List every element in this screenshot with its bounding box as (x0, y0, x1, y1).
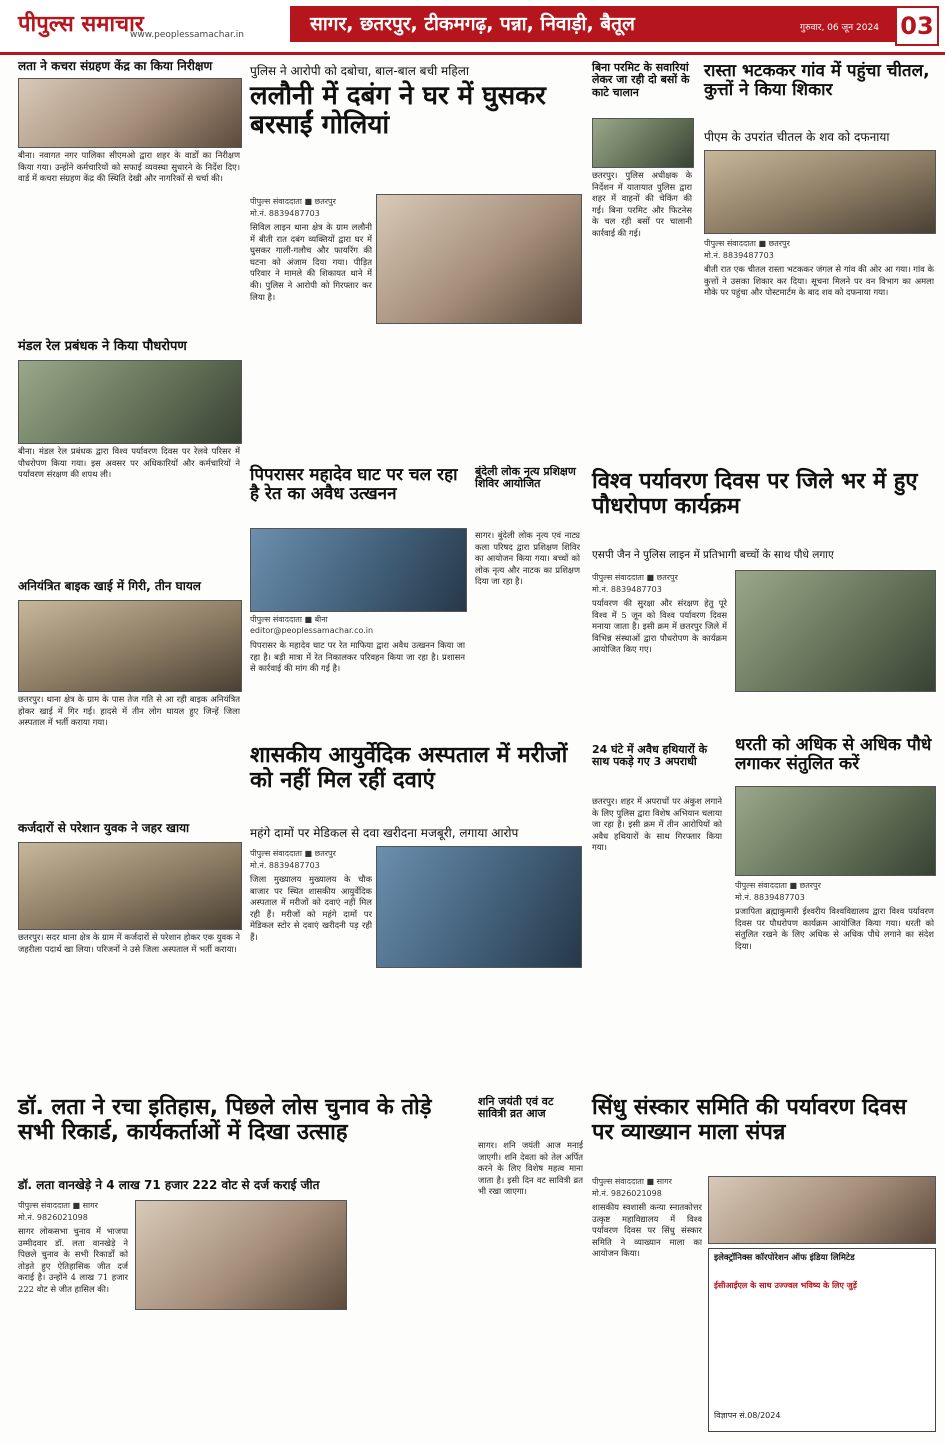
newspaper-logo: पीपुल्स समाचार (18, 11, 144, 37)
cheetal-headline: रास्ता भटककर गांव में पहुंचा चीतल, कुत्तों ने किया शिकार (704, 61, 930, 101)
vishva-photo (735, 570, 936, 692)
pipras-email[interactable]: editor@peoplessamachar.co.in (250, 626, 374, 635)
ayurved-body: जिला मुख्यालय मुख्यालय के चौक बाजार पर स्थित शासकीय आयुर्वेदिक अस्पताल में मरीजों को दवाएं नहीं मिल रही हैं। मरीजों को महंगे दामों पर मेडिकल स्टोर से दवाएं खरीदनी पड़ रही हैं। (250, 874, 372, 942)
dharti-body: प्रजापिता ब्रह्माकुमारी ईश्वरीय विश्वविद्यालय द्वारा विश्व पर्यावरण दिवस पर पौधरोपण कार्यक्रम आयोजित किया गया। धरती को संतुलित रखने के लिए अधिक से अधिक पौधे लगाने का संदेश दिया। (735, 906, 934, 951)
permit-photo (592, 118, 694, 168)
ayurved-photo (376, 846, 582, 968)
sindhu-mobile: मो.नं. 9826021098 (592, 1189, 662, 1198)
website-url[interactable]: www.peoplessamachar.in (130, 30, 244, 40)
vishva-subhead: एसपी जैन ने पुलिस लाइन में प्रतिभागी बच्चों के साथ पौधे लगाए (592, 549, 834, 561)
ad-ref: विज्ञापन सं.08/2024 (714, 1411, 781, 1420)
ad-title: इलेक्ट्रॉनिक्स कॉरपोरेशन ऑफ इंडिया लिमिटेड (714, 1253, 855, 1263)
dharti-photo (735, 786, 936, 876)
dabang-body: सिविल लाइन थाना क्षेत्र के ग्राम ललौनी में बीती रात दबंग व्यक्तियों द्वारा घर में घुसकर गाली-गलौच और फायरिंग की घटना को अंजाम दिया गया। पीड़ित परिवार ने मामले की शिकायत थाने में की। पुलिस ने आरोपी को गिरफ्तार कर लिया है। (250, 222, 372, 302)
harya-headline: 24 घंटे में अवैध हथियारों के साथ पकड़े गए 3 अपराधी (592, 743, 708, 769)
cheetal-photo (704, 150, 936, 234)
bike-body: छतरपुर। थाना क्षेत्र के ग्राम के पास तेज गति से आ रही बाइक अनियंत्रित होकर खाई में गिर गई। हादसे में तीन लोग घायल हुए जिन्हें जिला अस्पताल में भर्ती कराया गया। (18, 694, 240, 728)
bike-headline: अनियंत्रित बाइक खाई में गिरी, तीन घायल (18, 579, 201, 593)
bike-photo (18, 600, 242, 692)
dabang-mobile: मो.नं. 8839487703 (250, 209, 320, 218)
dabang-headline: ललौनी में दबंग ने घर में घुसकर बरसाईं गोलियां (250, 81, 546, 141)
sindhu-headline: सिंधु संस्कार समिति की पर्यावरण दिवस पर व्याख्यान माला संपन्न (592, 1095, 907, 1145)
rail-body: बीना। मंडल रेल प्रबंधक द्वारा विश्व पर्यावरण दिवस पर रेलवे परिसर में पौधरोपण किया गया। इस अवसर पर अधिकारियों और कर्मचारियों ने पर्यावरण संरक्षण की शपथ ली। (18, 446, 240, 480)
vishva-byline: पीपुल्स संवाददाता ■ छतरपुर (592, 573, 678, 582)
lata-byline: पीपुल्स संवाददाता ■ सागर (18, 1201, 98, 1210)
kachra-photo (18, 78, 242, 148)
permit-headline: बिना परमिट के सवारियां लेकर जा रही दो बसों के काटे चालान (592, 61, 690, 99)
vishva-headline: विश्व पर्यावरण दिवस पर जिले भर में हुए पौधरोपण कार्यक्रम (592, 469, 918, 519)
dharti-byline: पीपुल्स संवाददाता ■ छतरपुर (735, 881, 821, 890)
vishva-mobile: मो.नं. 8839487703 (592, 585, 662, 594)
ayurved-headline: शासकीय आयुर्वेदिक अस्पताल में मरीजों को नहीं मिल रहीं दवाएं (250, 743, 568, 793)
shani-body: सागर। शनि जयंती आज मनाई जाएगी। शनि देवता को तेल अर्पित करने के लिए विशेष महत्व माना जाता है। इसी दिन वट सावित्री व्रत भी रखा जाएगा। (478, 1140, 583, 1197)
dabang-byline: पीपुल्स संवाददाता ■ छतरपुर (250, 197, 336, 206)
ayurved-subhead: महंगे दामों पर मेडिकल से दवा खरीदना मजबूरी, लगाया आरोप (250, 826, 519, 840)
sindhu-byline: पीपुल्स संवाददाता ■ सागर (592, 1177, 672, 1186)
rail-photo (18, 360, 242, 444)
lata-photo (135, 1200, 347, 1310)
pipras-byline: पीपुल्स संवाददाता ■ बीना (250, 615, 328, 624)
sindhu-photo (708, 1176, 936, 1244)
ecil-advertisement[interactable] (708, 1248, 936, 1432)
dharti-headline: धरती को अधिक से अधिक पौधे लगाकर संतुलित करें (735, 735, 932, 775)
edition-date: गुरुवार, 06 जून 2024 (800, 23, 879, 33)
kachra-body: बीना। नवागत नगर पालिका सीएमओ द्वारा शहर के वार्डों का निरीक्षण किया गया। उन्होंने कर्मचारियों को सफाई व्यवस्था सुधारने के निर्देश दिए। वार्ड में कचरा संग्रहण केंद्र की स्थिति देखी और नागरिकों से चर्चा की। (18, 150, 240, 184)
city-band: सागर, छतरपुर, टीकमगढ़, पन्ना, निवाड़ी, बैतूल (290, 6, 910, 42)
dabang-photo (376, 194, 582, 324)
lata-mobile: मो.नं. 9826021098 (18, 1213, 88, 1222)
sindhu-body: शासकीय स्वशासी कन्या स्नातकोत्तर उत्कृष्ट महाविद्यालय में विश्व पर्यावरण दिवस पर सिंधु संस्कार समिति ने व्याख्यान माला का आयोजन किया। (592, 1202, 702, 1259)
cheetal-body: बीती रात एक चीतल रास्ता भटककर जंगल से गांव की ओर आ गया। गांव के कुत्तों ने उसका शिकार कर दिया। सूचना मिलने पर वन विभाग का अमला मौके पर पहुंचा और पोस्टमार्टम के बाद शव को दफनाया गया। (704, 264, 934, 298)
ayurved-byline: पीपुल्स संवाददाता ■ छतरपुर (250, 849, 336, 858)
lata-subhead: डॉ. लता वानखेड़े ने 4 लाख 71 हजार 222 वोट से दर्ज कराई जीत (18, 1178, 320, 1192)
cheetal-byline: पीपुल्स संवाददाता ■ छतरपुर (704, 239, 790, 248)
karz-photo (18, 842, 242, 930)
permit-body: छतरपुर। पुलिस अधीक्षक के निर्देशन में यातायात पुलिस द्वारा शहर में वाहनों की चेकिंग की गई। बिना परमिट और फिटनेस के चल रही बसों पर चालानी कार्रवाई की गई। (592, 170, 692, 238)
vishva-body: पर्यावरण की सुरक्षा और संरक्षण हेतु पूरे विश्व में 5 जून को विश्व पर्यावरण दिवस मनाया जाता है। इसी क्रम में छतरपुर जिले में विभिन्न संस्थाओं द्वारा पौधरोपण के कार्यक्रम आयोजित किए गए। (592, 598, 727, 655)
bundeli-body: सागर। बुंदेली लोक नृत्य एवं नाट्य कला परिषद द्वारा प्रशिक्षण शिविर का आयोजन किया गया। बच्चों को लोक नृत्य और नाटक का प्रशिक्षण दिया जा रहा है। (475, 530, 580, 587)
cheetal-subhead: पीएम के उपरांत चीतल के शव को दफनाया (704, 130, 890, 144)
shani-headline: शनि जयंती एवं वट सावित्री व्रत आज (478, 1095, 554, 1121)
rail-headline: मंडल रेल प्रबंधक ने किया पौधरोपण (18, 339, 187, 354)
lata-body: सागर लोकसभा चुनाव में भाजपा उम्मीदवार डॉ. लता वानखेड़े ने पिछले चुनाव के सभी रिकार्डों को तोड़ते हुए ऐतिहासिक जीत दर्ज कराई है। उन्होंने 4 लाख 71 हजार 222 वोट से जीत हासिल की। (18, 1226, 128, 1294)
bundeli-headline: बुंदेली लोक नृत्य प्रशिक्षण शिविर आयोजित (475, 465, 576, 491)
kachra-headline: लता ने कचरा संग्रहण केंद्र का किया निरीक्षण (18, 59, 213, 73)
pipras-body: पिपरासर के महादेव घाट पर रेत माफिया द्वारा अवैध उत्खनन किया जा रहा है। बड़ी मात्रा में रेत निकालकर परिवहन किया जा रहा है। प्रशासन से कार्रवाई की मांग की गई है। (250, 640, 465, 674)
pipras-headline: पिपरासर महादेव घाट पर चल रहा है रेत का अवैध उत्खनन (250, 465, 458, 505)
dharti-mobile: मो.नं. 8839487703 (735, 893, 805, 902)
ad-line: ईसीआईएल के साथ उज्ज्वल भविष्य के लिए जुड़ें (714, 1281, 857, 1290)
cheetal-mobile: मो.नं. 8839487703 (704, 251, 774, 260)
pipras-photo (250, 528, 467, 612)
dabang-kicker: पुलिस ने आरोपी को दबोचा, बाल-बाल बची महिला (250, 64, 469, 78)
ayurved-mobile: मो.नं. 8839487703 (250, 861, 320, 870)
karz-body: छतरपुर। सदर थाना क्षेत्र के ग्राम में कर्जदारों से परेशान होकर एक युवक ने जहरीला पदार्थ खा लिया। परिजनों ने उसे जिला अस्पताल में भर्ती कराया। (18, 932, 240, 954)
page-number: 03 (895, 6, 939, 46)
harya-body: छतरपुर। शहर में अपराधों पर अंकुश लगाने के लिए पुलिस द्वारा विशेष अभियान चलाया जा रहा है। इसी क्रम में तीन आरोपियों को अवैध हथियारों के साथ गिरफ्तार किया गया। (592, 796, 722, 853)
karz-headline: कर्जदारों से परेशान युवक ने जहर खाया (18, 821, 190, 835)
lata-headline: डॉ. लता ने रचा इतिहास, पिछले लोस चुनाव के तोड़े सभी रिकार्ड, कार्यकर्ताओं में दिखा उत्साह (18, 1095, 432, 1145)
